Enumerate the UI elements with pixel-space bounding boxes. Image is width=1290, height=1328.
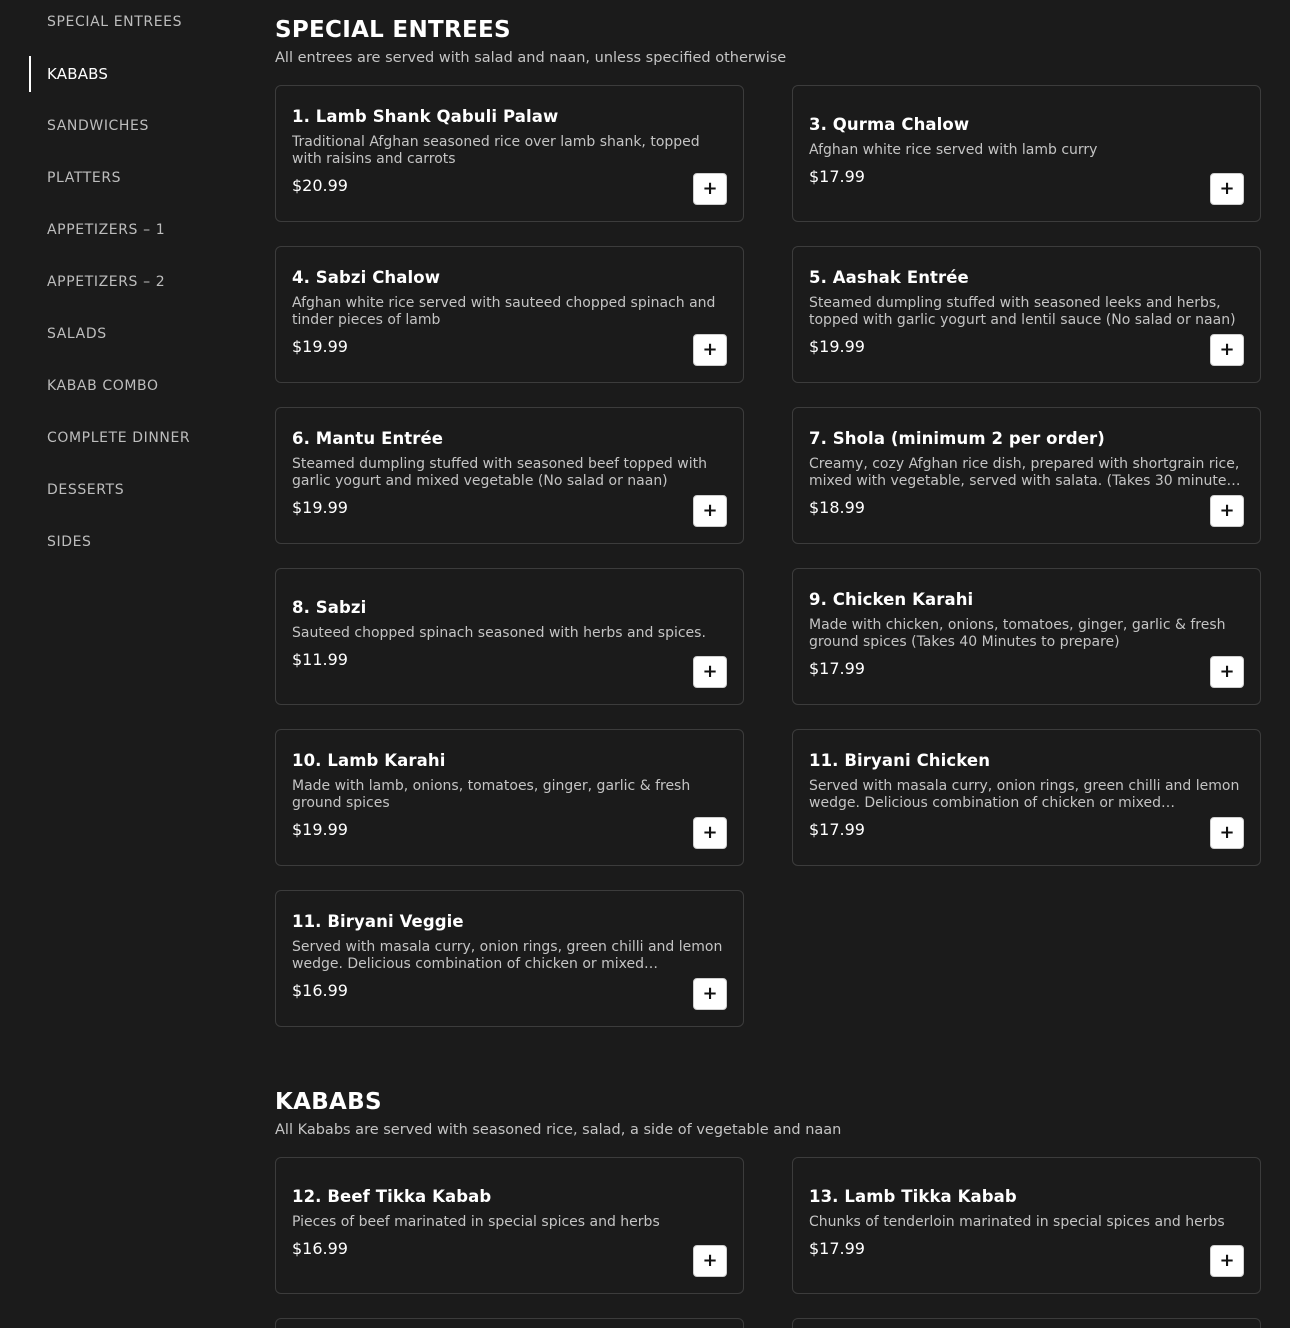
section-subtitle: All Kababs are served with seasoned rice, salad, a side of vegetable and naan xyxy=(275,1122,842,1138)
item-description: Made with chicken, onions, tomatoes, ginger, garlic & fresh ground spices (Takes 40 Minutes to prepare) xyxy=(809,616,1226,650)
item-name: 10. Lamb Karahi xyxy=(292,750,446,770)
item-price: $19.99 xyxy=(292,336,348,356)
item-name: 8. Sabzi xyxy=(292,598,367,617)
add-item-button[interactable]: + xyxy=(693,1245,727,1277)
item-name: 11. Biryani Chicken xyxy=(809,750,991,770)
item-price: $17.99 xyxy=(809,819,865,839)
add-item-button[interactable]: + xyxy=(693,173,727,205)
item-description: Served with masala curry, onion rings, green chilli and lemon wedge. Delicious combination of chicken or mixed… xyxy=(292,938,723,972)
item-name: 1. Lamb Shank Qabuli Palaw xyxy=(292,106,559,126)
add-item-button[interactable]: + xyxy=(693,817,727,849)
item-name: 13. Lamb Tikka Kabab xyxy=(809,1187,1017,1206)
item-description: Traditional Afghan seasoned rice over lamb shank, topped with raisins and carrots xyxy=(292,133,700,167)
menu-item-card[interactable] xyxy=(275,729,744,866)
add-item-button[interactable]: + xyxy=(693,334,727,366)
sidebar-item-kababs[interactable]: KABABS xyxy=(29,56,229,92)
menu-item-card[interactable] xyxy=(275,85,744,222)
section-kababs xyxy=(275,1089,1261,1328)
menu-item-card[interactable] xyxy=(792,568,1261,705)
item-price: $18.99 xyxy=(809,497,865,517)
item-description: Served with masala curry, onion rings, green chilli and lemon wedge. Delicious combination of chicken or mixed… xyxy=(809,777,1240,811)
sidebar-item-kabab-combo[interactable]: KABAB COMBO xyxy=(47,378,159,394)
menu-item-card[interactable] xyxy=(275,246,744,383)
menu-item-card[interactable] xyxy=(275,1318,744,1328)
menu-item-card[interactable] xyxy=(792,729,1261,866)
item-description: Pieces of beef marinated in special spices and herbs xyxy=(292,1214,660,1230)
item-name: 4. Sabzi Chalow xyxy=(292,267,441,287)
section-title: KABABS xyxy=(275,1089,382,1115)
item-name: 12. Beef Tikka Kabab xyxy=(292,1187,492,1206)
add-item-button[interactable]: + xyxy=(1210,1245,1244,1277)
item-price: $17.99 xyxy=(809,1239,865,1258)
sidebar-item-sides[interactable]: SIDES xyxy=(47,534,92,550)
item-price: $16.99 xyxy=(292,980,348,1000)
item-price: $17.99 xyxy=(809,167,865,186)
item-name: 3. Qurma Chalow xyxy=(809,115,970,134)
item-description: Made with lamb, onions, tomatoes, ginger, garlic & fresh ground spices xyxy=(292,777,691,811)
item-description: Creamy, cozy Afghan rice dish, prepared with shortgrain rice, mixed with vegetable, served with salata. (Takes 30 minute… xyxy=(809,455,1241,489)
menu-item-card[interactable] xyxy=(275,890,744,1027)
item-price: $19.99 xyxy=(292,497,348,517)
item-name: 11. Biryani Veggie xyxy=(292,911,464,931)
menu-item-card[interactable] xyxy=(792,85,1261,222)
item-name: 7. Shola (minimum 2 per order) xyxy=(809,428,1105,448)
item-description: Afghan white rice served with sauteed chopped spinach and tinder pieces of lamb xyxy=(292,294,716,328)
menu-item-card[interactable] xyxy=(275,1157,744,1294)
menu-item-card[interactable] xyxy=(792,1157,1261,1294)
item-price: $19.99 xyxy=(809,336,865,356)
add-item-button[interactable]: + xyxy=(693,978,727,1010)
item-description: Afghan white rice served with lamb curry xyxy=(809,142,1098,158)
sidebar-item-appetizers-2[interactable]: APPETIZERS – 2 xyxy=(47,274,166,290)
add-item-button[interactable]: + xyxy=(1210,495,1244,527)
add-item-button[interactable]: + xyxy=(1210,173,1244,205)
item-name: 5. Aashak Entrée xyxy=(809,267,969,287)
section-special-entrees xyxy=(275,17,1261,1037)
sidebar-item-special-entrees[interactable]: SPECIAL ENTREES xyxy=(47,14,183,30)
item-price: $17.99 xyxy=(809,658,865,678)
item-name: 6. Mantu Entrée xyxy=(292,428,444,448)
add-item-button[interactable]: + xyxy=(1210,334,1244,366)
item-description: Steamed dumpling stuffed with seasoned leeks and herbs, topped with garlic yogurt and lentil sauce (No salad or naan) xyxy=(809,294,1236,328)
item-price: $20.99 xyxy=(292,175,348,195)
sidebar-item-salads[interactable]: SALADS xyxy=(47,326,107,342)
item-price: $16.99 xyxy=(292,1239,348,1258)
menu-item-card[interactable] xyxy=(275,407,744,544)
sidebar-item-desserts[interactable]: DESSERTS xyxy=(47,482,125,498)
item-price: $11.99 xyxy=(292,650,348,669)
section-subtitle: All entrees are served with salad and naan, unless specified otherwise xyxy=(275,50,787,66)
add-item-button[interactable]: + xyxy=(693,656,727,688)
item-name: 9. Chicken Karahi xyxy=(809,589,974,609)
menu-item-card[interactable] xyxy=(792,1318,1261,1328)
item-description: Sauteed chopped spinach seasoned with herbs and spices. xyxy=(292,625,706,641)
add-item-button[interactable]: + xyxy=(693,495,727,527)
add-item-button[interactable]: + xyxy=(1210,817,1244,849)
sidebar-item-appetizers-1[interactable]: APPETIZERS – 1 xyxy=(47,222,166,238)
sidebar-item-sandwiches[interactable]: SANDWICHES xyxy=(47,118,149,134)
sidebar-item-complete-dinner[interactable]: COMPLETE DINNER xyxy=(47,430,191,446)
menu-item-card[interactable] xyxy=(792,246,1261,383)
sidebar-item-platters[interactable]: PLATTERS xyxy=(47,170,122,186)
menu-item-card[interactable] xyxy=(792,407,1261,544)
menu-item-card[interactable] xyxy=(275,568,744,705)
item-price: $19.99 xyxy=(292,819,348,839)
item-description: Steamed dumpling stuffed with seasoned beef topped with garlic yogurt and mixed vegetable (No salad or naan) xyxy=(292,455,707,489)
item-description: Chunks of tenderloin marinated in special spices and herbs xyxy=(809,1214,1225,1230)
add-item-button[interactable]: + xyxy=(1210,656,1244,688)
section-title: SPECIAL ENTREES xyxy=(275,17,511,43)
